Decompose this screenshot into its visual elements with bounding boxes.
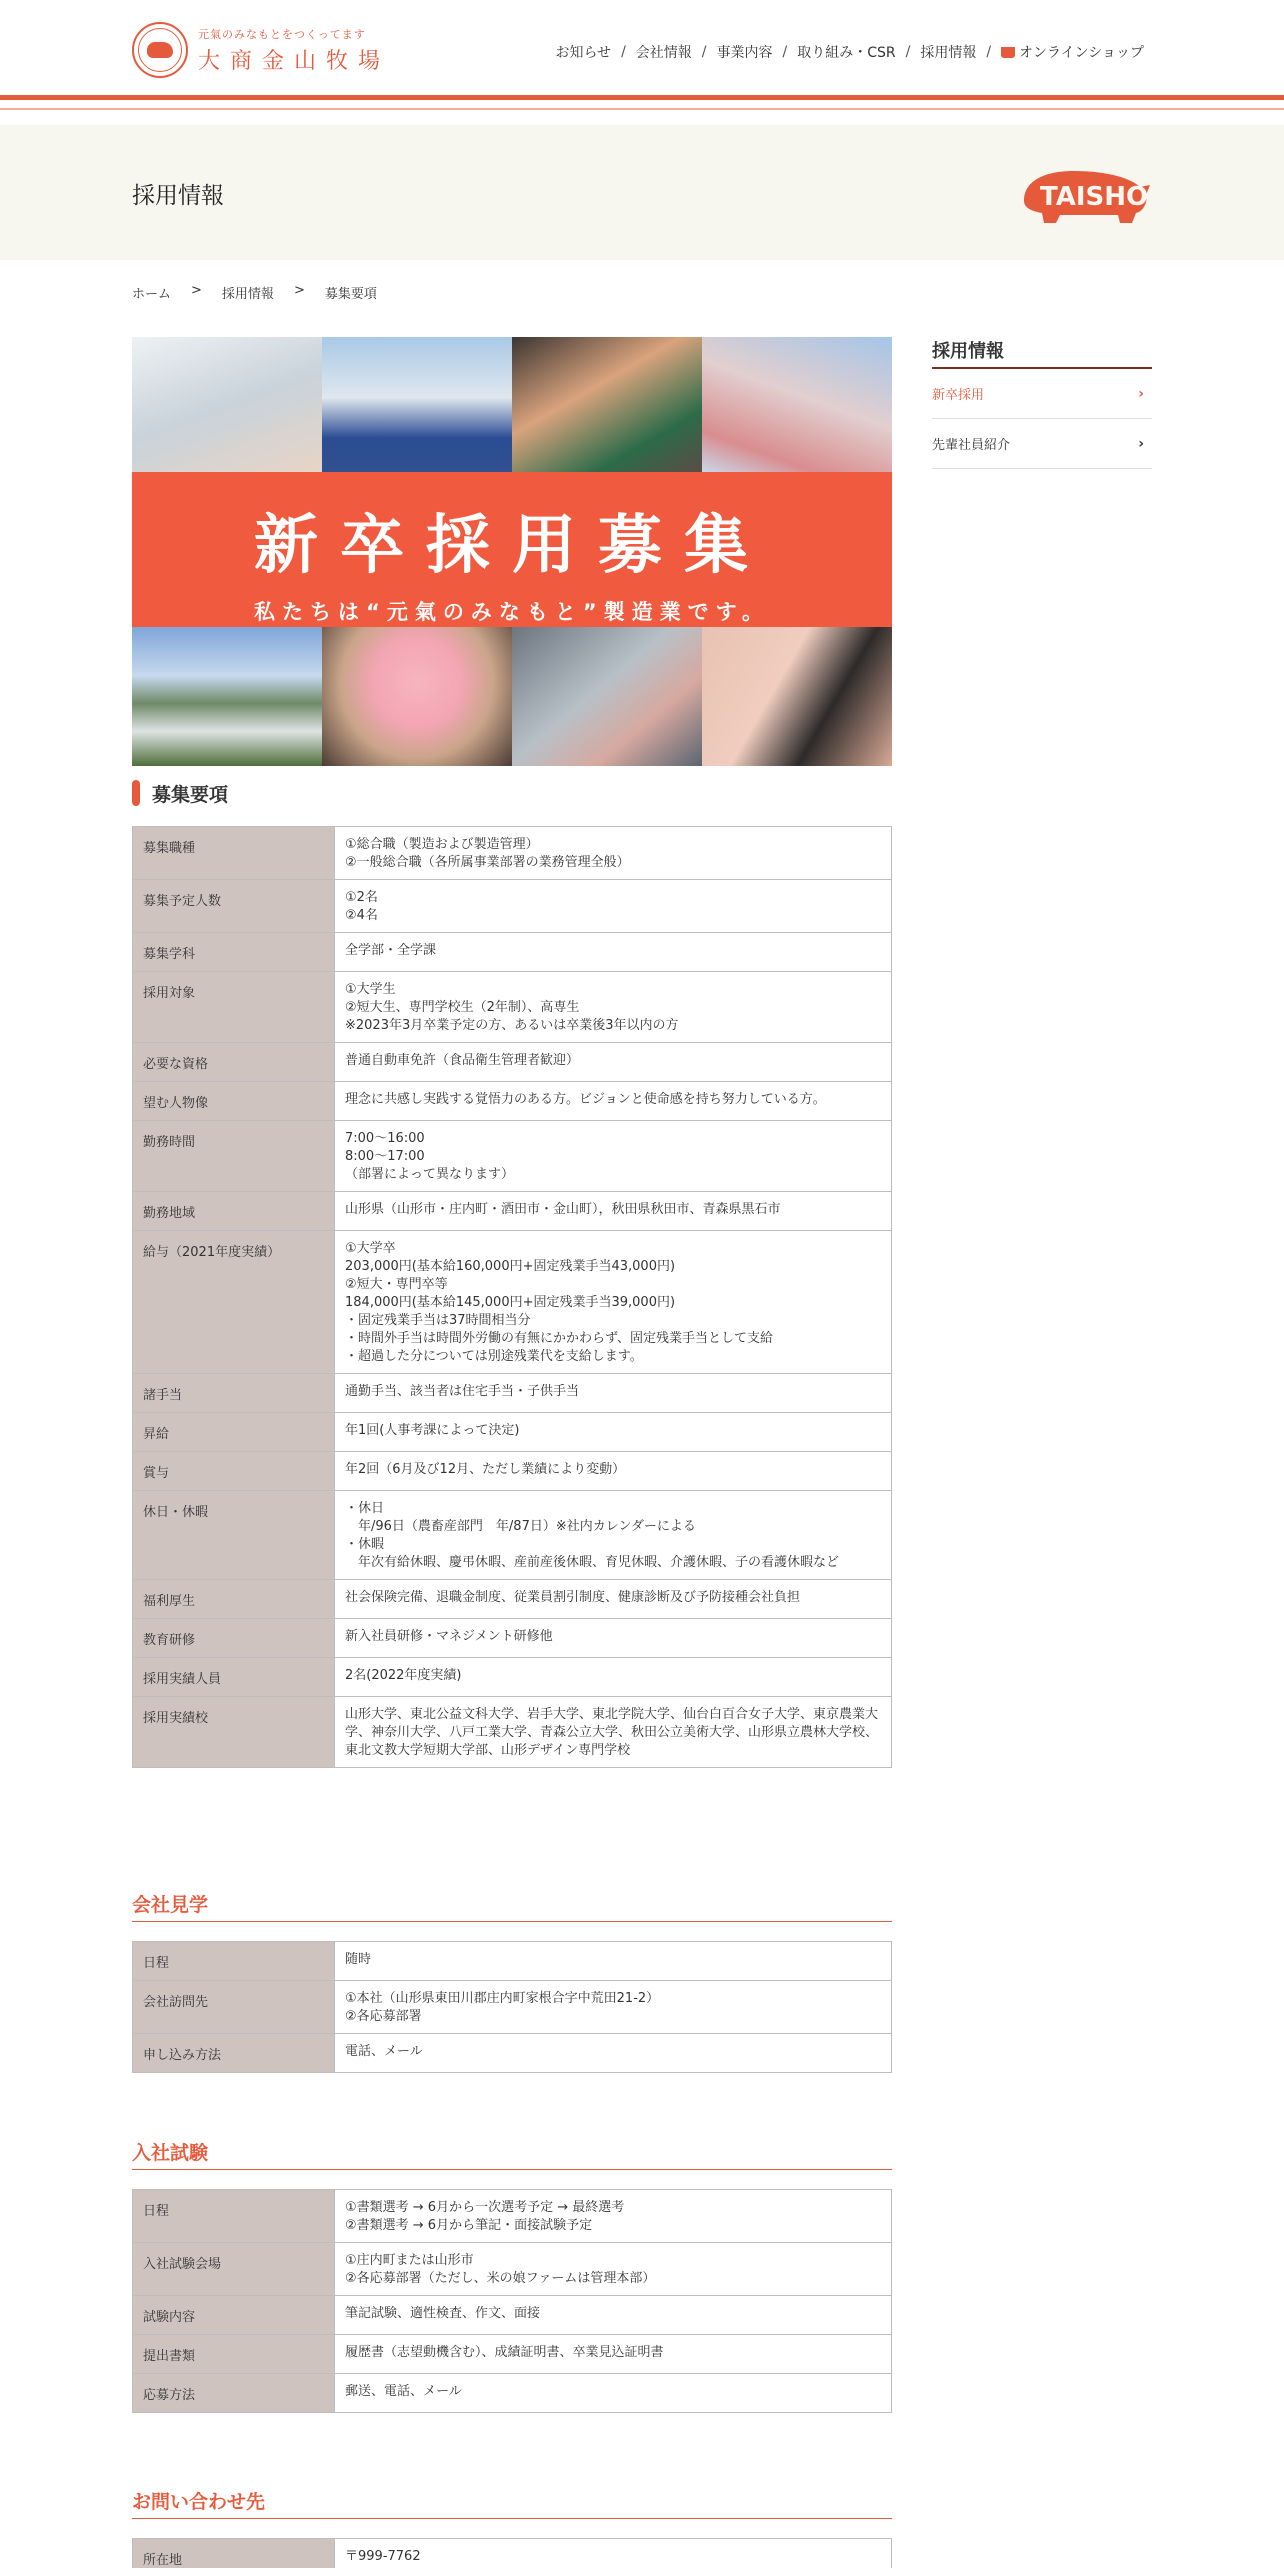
row-label: 所在地 bbox=[133, 2539, 335, 2568]
nav-online-shop[interactable] bbox=[1001, 42, 1144, 62]
nav-company[interactable]: 会社情報 bbox=[635, 45, 692, 61]
site-logo[interactable] bbox=[132, 22, 390, 78]
table-row bbox=[133, 2374, 892, 2413]
row-label: 勤務地域 bbox=[133, 1192, 335, 1231]
row-value: 理念に共感し実践する覚悟力のある方。ビジョンと使命感を持ち努力している方。 bbox=[335, 1082, 892, 1121]
row-label: 諸手当 bbox=[133, 1374, 335, 1413]
section-title-contact: お問い合わせ先 bbox=[132, 2487, 892, 2519]
row-label: 給与（2021年度実績） bbox=[133, 1231, 335, 1374]
photo-piglets bbox=[702, 627, 892, 766]
row-label: 入社試験会場 bbox=[133, 2243, 335, 2296]
sidebar bbox=[932, 337, 1152, 469]
row-label: 試験内容 bbox=[133, 2296, 335, 2335]
row-label: 募集学科 bbox=[133, 933, 335, 972]
table-row bbox=[133, 1942, 892, 1981]
chevron-right-icon: › bbox=[1138, 435, 1144, 452]
row-label: 日程 bbox=[133, 1942, 335, 1981]
table-row bbox=[133, 2034, 892, 2073]
row-value: 普通自動車免許（食品衛生管理者歓迎） bbox=[335, 1043, 892, 1082]
section-title-exam: 入社試験 bbox=[132, 2138, 892, 2170]
sidebar-title: 採用情報 bbox=[932, 337, 1152, 369]
table-row bbox=[133, 2335, 892, 2374]
sidebar-item-new-graduate[interactable] bbox=[932, 369, 1152, 419]
row-value: 〒999-7762 bbox=[335, 2539, 892, 2568]
row-label: 教育研修 bbox=[133, 1619, 335, 1658]
row-value: 筆記試験、適性検査、作文、面接 bbox=[335, 2296, 892, 2335]
table-row bbox=[133, 1491, 892, 1580]
recruit-table bbox=[132, 826, 892, 1768]
nav-separator: / bbox=[782, 44, 788, 60]
row-label: 賞与 bbox=[133, 1452, 335, 1491]
row-value: 社会保険完備、退職金制度、従業員割引制度、健康診断及び予防接種会社負担 bbox=[335, 1580, 892, 1619]
table-row bbox=[133, 1452, 892, 1491]
table-row bbox=[133, 1374, 892, 1413]
row-value: 新入社員研修・マネジメント研修他 bbox=[335, 1619, 892, 1658]
header-underline bbox=[0, 108, 1284, 110]
row-label: 望む人物像 bbox=[133, 1082, 335, 1121]
row-value: 随時 bbox=[335, 1942, 892, 1981]
row-value: 通勤手当、該当者は住宅手当・子供手当 bbox=[335, 1374, 892, 1413]
section-marker bbox=[132, 780, 140, 806]
table-row bbox=[133, 1413, 892, 1452]
nav-separator: / bbox=[986, 44, 992, 60]
site-header bbox=[0, 0, 1284, 100]
page-heading-band bbox=[0, 125, 1284, 260]
row-value: 山形県（山形市・庄内町・酒田市・金山町），秋田県秋田市、青森県黒石市 bbox=[335, 1192, 892, 1231]
photo-production-line bbox=[512, 627, 702, 766]
row-value: ①大学卒 203,000円(基本給160,000円+固定残業手当43,000円) ②短大・専門卒等 184,000円(基本給145,000円+固定残業手当39,000円) ・固定残業手当は37時間相当分 ・時間外手当は時間外労働の有無にかかわらず、固定残業手当として支給 ・超過した分については別途残業代を支給します。 bbox=[335, 1231, 892, 1374]
table-row bbox=[133, 1192, 892, 1231]
section-title-visit: 会社見学 bbox=[132, 1890, 892, 1922]
row-value: ①総合職（製造および製造管理） ②一般総合職（各所属事業部署の業務管理全般） bbox=[335, 827, 892, 880]
sidebar-item-senior-staff[interactable] bbox=[932, 419, 1152, 469]
row-label: 応募方法 bbox=[133, 2374, 335, 2413]
table-row bbox=[133, 827, 892, 880]
row-label: 福利厚生 bbox=[133, 1580, 335, 1619]
cart-icon bbox=[1001, 47, 1015, 58]
chevron-right-icon: › bbox=[1138, 385, 1144, 402]
nav-business[interactable]: 事業内容 bbox=[716, 45, 773, 61]
breadcrumb-separator: > bbox=[191, 283, 202, 298]
row-label: 募集職種 bbox=[133, 827, 335, 880]
row-value: 全学部・全学課 bbox=[335, 933, 892, 972]
row-value: 年1回(人事考課によって決定) bbox=[335, 1413, 892, 1452]
table-row bbox=[133, 1697, 892, 1768]
nav-separator: / bbox=[701, 44, 707, 60]
table-row bbox=[133, 1658, 892, 1697]
table-row bbox=[133, 880, 892, 933]
global-nav bbox=[555, 42, 1144, 62]
hero-banner bbox=[132, 337, 892, 766]
table-row bbox=[133, 1619, 892, 1658]
row-value: ①本社（山形県東田川郡庄内町家根合字中荒田21-2） ②各応募部署 bbox=[335, 1981, 892, 2034]
row-value: 履歴書（志望動機含む）、成績証明書、卒業見込証明書 bbox=[335, 2335, 892, 2374]
breadcrumb-separator: > bbox=[293, 283, 305, 298]
table-row bbox=[133, 2190, 892, 2243]
table-row bbox=[133, 2539, 892, 2568]
table-row bbox=[133, 1580, 892, 1619]
hero-band bbox=[132, 472, 892, 627]
table-row bbox=[133, 1043, 892, 1082]
contact-table bbox=[132, 2538, 892, 2568]
nav-online-shop-label: オンラインショップ bbox=[1019, 45, 1144, 61]
svg-text:TAISHO: TAISHO bbox=[1040, 182, 1149, 212]
row-label: 勤務時間 bbox=[133, 1121, 335, 1192]
row-value: 年2回（6月及び12月、ただし業績により変動） bbox=[335, 1452, 892, 1491]
nav-separator: / bbox=[905, 44, 911, 60]
logo-seal-icon bbox=[132, 22, 188, 78]
row-label: 必要な資格 bbox=[133, 1043, 335, 1082]
row-value: 2名(2022年度実績) bbox=[335, 1658, 892, 1697]
photo-staff-group bbox=[322, 337, 512, 472]
sidebar-item-label: 新卒採用 bbox=[932, 388, 985, 403]
sidebar-item-label: 先輩社員紹介 bbox=[932, 438, 1011, 453]
breadcrumb-recruit[interactable]: 採用情報 bbox=[221, 287, 274, 302]
row-label: 会社訪問先 bbox=[133, 1981, 335, 2034]
row-value: 7:00～16:00 8:00～17:00 （部署によって異なります） bbox=[335, 1121, 892, 1192]
row-value: ①庄内町または山形市 ②各応募部署（ただし、米の娘ファームは管理本部） bbox=[335, 2243, 892, 2296]
row-value: 山形大学、東北公益文科大学、岩手大学、東北学院大学、仙台白百合女子大学、東京農業大学、神奈川大学、八戸工業大学、青森公立大学、秋田公立美術大学、山形県立農林大学校、東北文教大学短期大学部、山形デザイン専門学校 bbox=[335, 1697, 892, 1768]
row-label: 採用実績人員 bbox=[133, 1658, 335, 1697]
visit-table bbox=[132, 1941, 892, 2073]
row-value: ・休日 年/96日（農畜産部門 年/87日）※社内カレンダーによる ・休暇 年次有給休暇、慶弔休暇、産前産後休暇、育児休暇、介護休暇、子の看護休暇など bbox=[335, 1491, 892, 1580]
table-row bbox=[133, 2243, 892, 2296]
row-label: 採用対象 bbox=[133, 972, 335, 1043]
photo-mountain-farm bbox=[132, 627, 322, 766]
row-value: 郵送、電話、メール bbox=[335, 2374, 892, 2413]
row-value: ①書類選考 → 6月から一次選考予定 → 最終選考 ②書類選考 → 6月から筆記・面接試験予定 bbox=[335, 2190, 892, 2243]
table-row bbox=[133, 1121, 892, 1192]
breadcrumb-current: 募集要項 bbox=[324, 287, 377, 302]
breadcrumb bbox=[132, 283, 377, 302]
row-label: 申し込み方法 bbox=[133, 2034, 335, 2073]
nav-recruit[interactable]: 採用情報 bbox=[920, 45, 977, 61]
row-label: 昇給 bbox=[133, 1413, 335, 1452]
photo-factory-worker bbox=[132, 337, 322, 472]
taisho-pig-logo bbox=[1014, 161, 1154, 227]
table-row bbox=[133, 1981, 892, 2034]
row-value: ①2名 ②4名 bbox=[335, 880, 892, 933]
table-row bbox=[133, 1082, 892, 1121]
photo-meat-slices bbox=[702, 337, 892, 472]
table-row bbox=[133, 972, 892, 1043]
logo-name: 大商金山牧場 bbox=[198, 48, 391, 74]
photo-children-visit bbox=[512, 337, 702, 472]
row-label: 採用実績校 bbox=[133, 1697, 335, 1768]
nav-separator: / bbox=[621, 44, 626, 60]
row-label: 提出書類 bbox=[133, 2335, 335, 2374]
nav-news[interactable]: お知らせ bbox=[555, 45, 612, 61]
section-title-recruit-text: 募集要項 bbox=[152, 783, 229, 806]
hero-subtitle: 私たちは“元氣のみなもと”製造業です。 bbox=[254, 600, 770, 624]
hero-title: 新卒採用募集 bbox=[254, 509, 770, 583]
row-value: ①大学生 ②短大生、専門学校生（2年制）、高専生 ※2023年3月卒業予定の方、あるいは卒業後3年以内の方 bbox=[335, 972, 892, 1043]
row-label: 日程 bbox=[133, 2190, 335, 2243]
row-label: 募集予定人数 bbox=[133, 880, 335, 933]
row-value: 電話、メール bbox=[335, 2034, 892, 2073]
table-row bbox=[133, 2296, 892, 2335]
exam-table bbox=[132, 2189, 892, 2413]
logo-tagline: 元氣のみなもとをつくってます bbox=[198, 27, 366, 41]
breadcrumb-home[interactable]: ホーム bbox=[132, 287, 172, 302]
page-title: 採用情報 bbox=[132, 183, 224, 209]
table-row bbox=[133, 1231, 892, 1374]
section-title-recruit bbox=[132, 780, 228, 806]
row-label: 休日・休暇 bbox=[133, 1491, 335, 1580]
photo-pig-mascot bbox=[322, 627, 512, 766]
nav-csr[interactable]: 取り組み・CSR bbox=[797, 45, 896, 61]
table-row bbox=[133, 933, 892, 972]
